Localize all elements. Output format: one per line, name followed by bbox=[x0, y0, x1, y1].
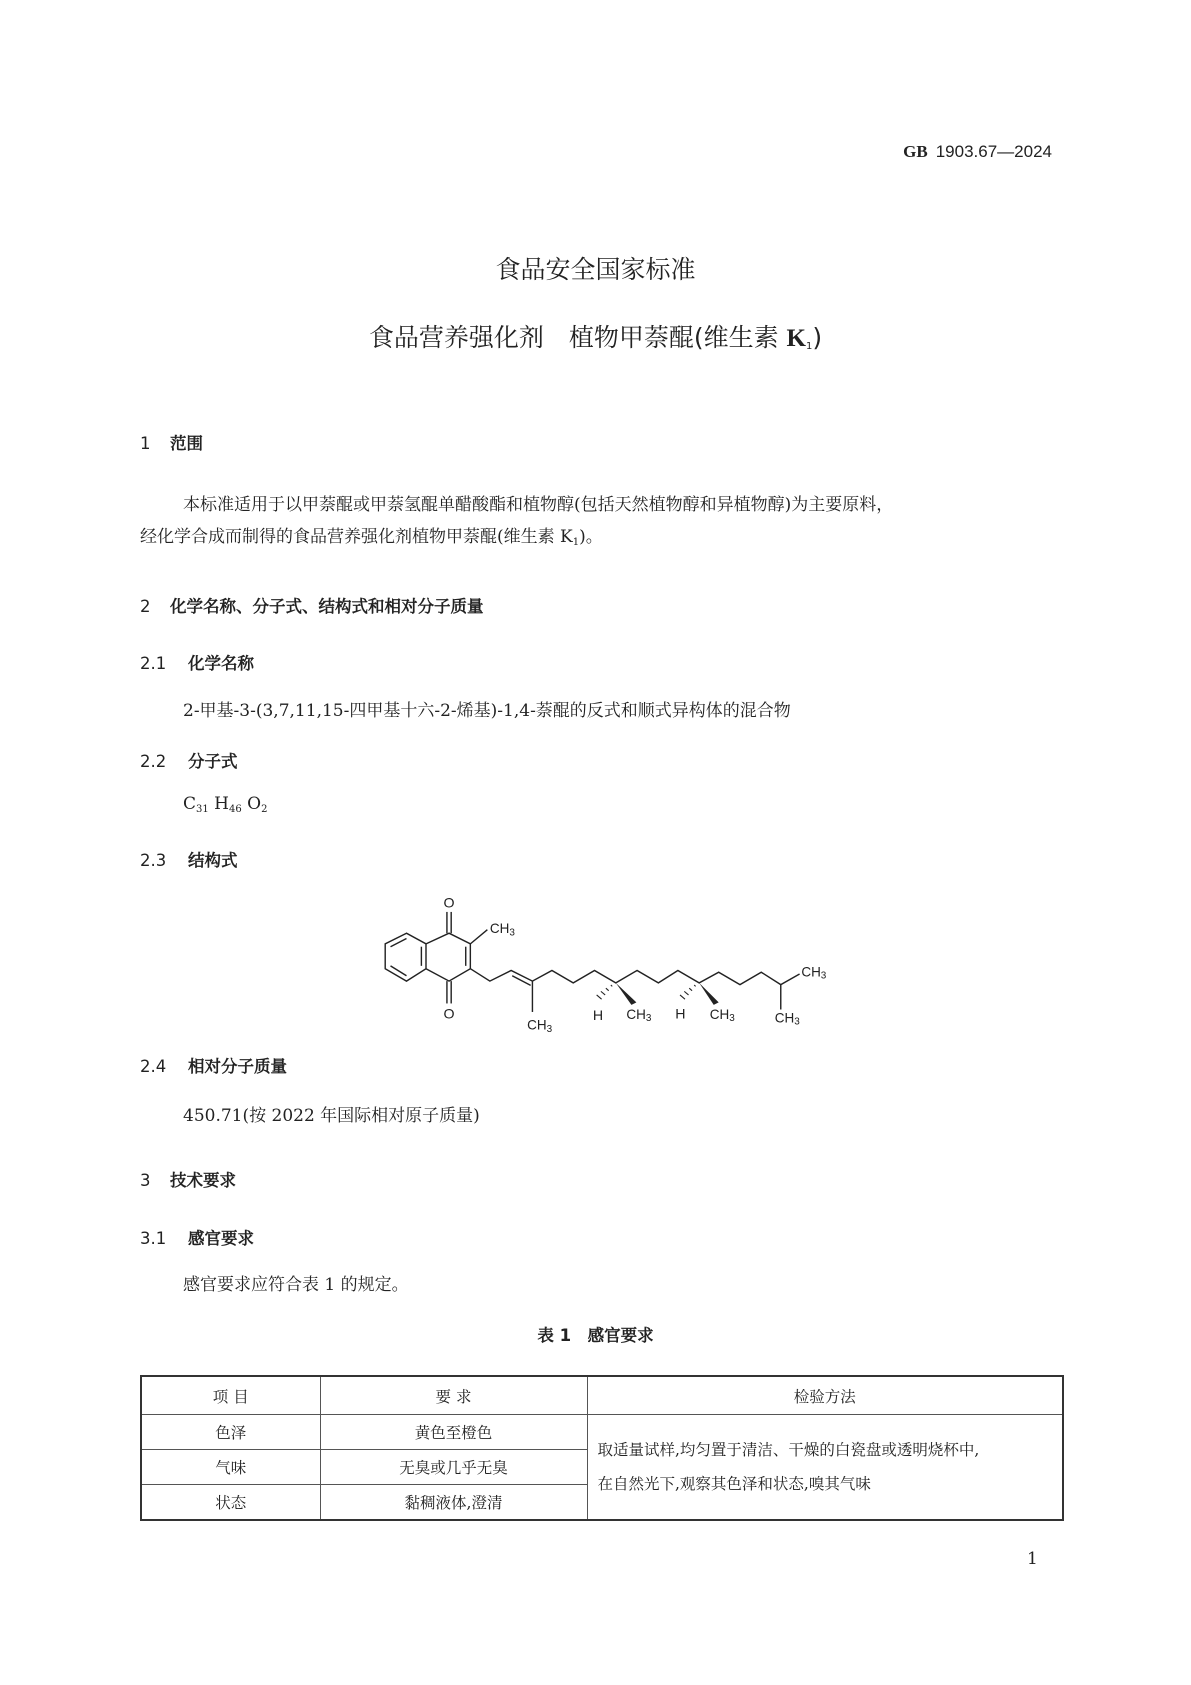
cell-requirement: 黄色至橙色 bbox=[320, 1415, 587, 1450]
cell-requirement: 无臭或几乎无臭 bbox=[320, 1450, 587, 1485]
methyl-label: CH3 bbox=[801, 964, 827, 982]
oxygen-label: O bbox=[443, 895, 455, 912]
section-number: 2.2 bbox=[140, 752, 167, 771]
section-number: 3.1 bbox=[140, 1229, 167, 1248]
section-title: 结构式 bbox=[188, 851, 238, 870]
method-line: 取适量试样,均匀置于清洁、干燥的白瓷盘或透明烧杯中, bbox=[597, 1441, 980, 1459]
molecular-formula bbox=[183, 794, 267, 815]
molecular-mass: 450.71(按 2022 年国际相对原子质量) bbox=[183, 1106, 480, 1126]
section-title: 分子式 bbox=[188, 752, 238, 771]
methyl-label: CH3 bbox=[489, 921, 515, 939]
methyl-label: CH3 bbox=[527, 1017, 553, 1035]
cell-item: 气味 bbox=[141, 1450, 320, 1485]
document-subtitle bbox=[0, 318, 1191, 354]
header-method: 检验方法 bbox=[587, 1376, 1063, 1415]
section-number: 2.1 bbox=[140, 654, 167, 673]
cell-requirement: 黏稠液体,澄清 bbox=[320, 1485, 587, 1521]
para-sub: 1 bbox=[572, 537, 580, 548]
method-line: 在自然光下,观察其色泽和状态,嗅其气味 bbox=[597, 1475, 871, 1493]
hydrogen-label: H bbox=[675, 1006, 686, 1023]
formula-h-sub: 46 bbox=[228, 804, 242, 815]
section-2-4-heading bbox=[140, 1053, 287, 1077]
subtitle-end: ) bbox=[812, 323, 823, 352]
section-title: 范围 bbox=[170, 434, 203, 453]
page-number: 1 bbox=[1027, 1549, 1038, 1569]
section-title: 技术要求 bbox=[170, 1171, 236, 1190]
methyl-label: CH3 bbox=[626, 1007, 652, 1025]
sensory-requirements-table bbox=[140, 1375, 1064, 1521]
scope-paragraph-line2 bbox=[140, 522, 603, 548]
formula-o: O bbox=[247, 794, 262, 814]
hydrogen-label: H bbox=[592, 1008, 604, 1025]
table-header-row bbox=[141, 1376, 1063, 1415]
para-end: )。 bbox=[579, 527, 603, 547]
formula-h: H bbox=[214, 794, 229, 814]
wedge-bond bbox=[699, 983, 719, 1005]
section-title: 化学名称、分子式、结构式和相对分子质量 bbox=[170, 597, 484, 616]
section-3-heading bbox=[140, 1167, 236, 1191]
formula-c: C bbox=[183, 794, 197, 814]
methyl-label: CH3 bbox=[774, 1010, 800, 1028]
table-caption: 表 1 感官要求 bbox=[537, 1326, 654, 1345]
cell-item: 状态 bbox=[141, 1485, 320, 1521]
document-title: 食品安全国家标准 bbox=[495, 255, 696, 284]
section-2-1-heading bbox=[140, 650, 254, 674]
table-row bbox=[141, 1415, 1063, 1450]
bond-lines bbox=[385, 912, 799, 1012]
subtitle-text: 食品营养强化剂 植物甲萘醌(维生素 bbox=[368, 323, 787, 352]
structural-formula bbox=[300, 880, 850, 1040]
section-number: 2.3 bbox=[140, 851, 167, 870]
subtitle-k: K bbox=[786, 325, 806, 352]
header-item: 项 目 bbox=[141, 1376, 320, 1415]
standard-number bbox=[903, 142, 1052, 162]
section-number: 2.4 bbox=[140, 1057, 167, 1076]
cell-method bbox=[587, 1415, 1063, 1521]
subtitle-sub: 1 bbox=[806, 341, 813, 352]
std-number-text: 1903.67—2024 bbox=[935, 142, 1052, 161]
oxygen-label: O bbox=[443, 1006, 455, 1023]
section-2-2-heading bbox=[140, 748, 238, 772]
wedge-bond bbox=[616, 983, 637, 1005]
section-title: 化学名称 bbox=[188, 654, 254, 673]
formula-o-sub: 2 bbox=[261, 804, 268, 815]
section-2-3-heading bbox=[140, 847, 238, 871]
methyl-label: CH3 bbox=[709, 1007, 735, 1025]
scope-paragraph-line1: 本标准适用于以甲萘醌或甲萘氢醌单醋酸酯和植物醇(包括天然植物醇和异植物醇)为主要原料， bbox=[183, 495, 894, 515]
hashed-bonds bbox=[597, 985, 696, 999]
section-3-1-heading bbox=[140, 1225, 254, 1249]
section-number: 2 bbox=[140, 597, 151, 616]
section-title: 感官要求 bbox=[188, 1229, 254, 1248]
para-text: 经化学合成而制得的食品营养强化剂植物甲萘醌(维生素 K bbox=[140, 527, 573, 547]
chemical-name: 2-甲基-3-(3,7,11,15-四甲基十六-2-烯基)-1,4-萘醌的反式和顺式异构体的混合物 bbox=[183, 701, 791, 721]
section-title: 相对分子质量 bbox=[188, 1057, 287, 1076]
section-2-heading bbox=[140, 593, 484, 617]
header-requirement: 要 求 bbox=[320, 1376, 587, 1415]
std-prefix: GB bbox=[903, 142, 928, 161]
sensory-intro: 感官要求应符合表 1 的规定。 bbox=[183, 1275, 409, 1295]
section-1-heading bbox=[140, 430, 203, 454]
section-number: 1 bbox=[140, 434, 151, 453]
cell-item: 色泽 bbox=[141, 1415, 320, 1450]
formula-c-sub: 31 bbox=[196, 804, 209, 815]
section-number: 3 bbox=[140, 1171, 151, 1190]
